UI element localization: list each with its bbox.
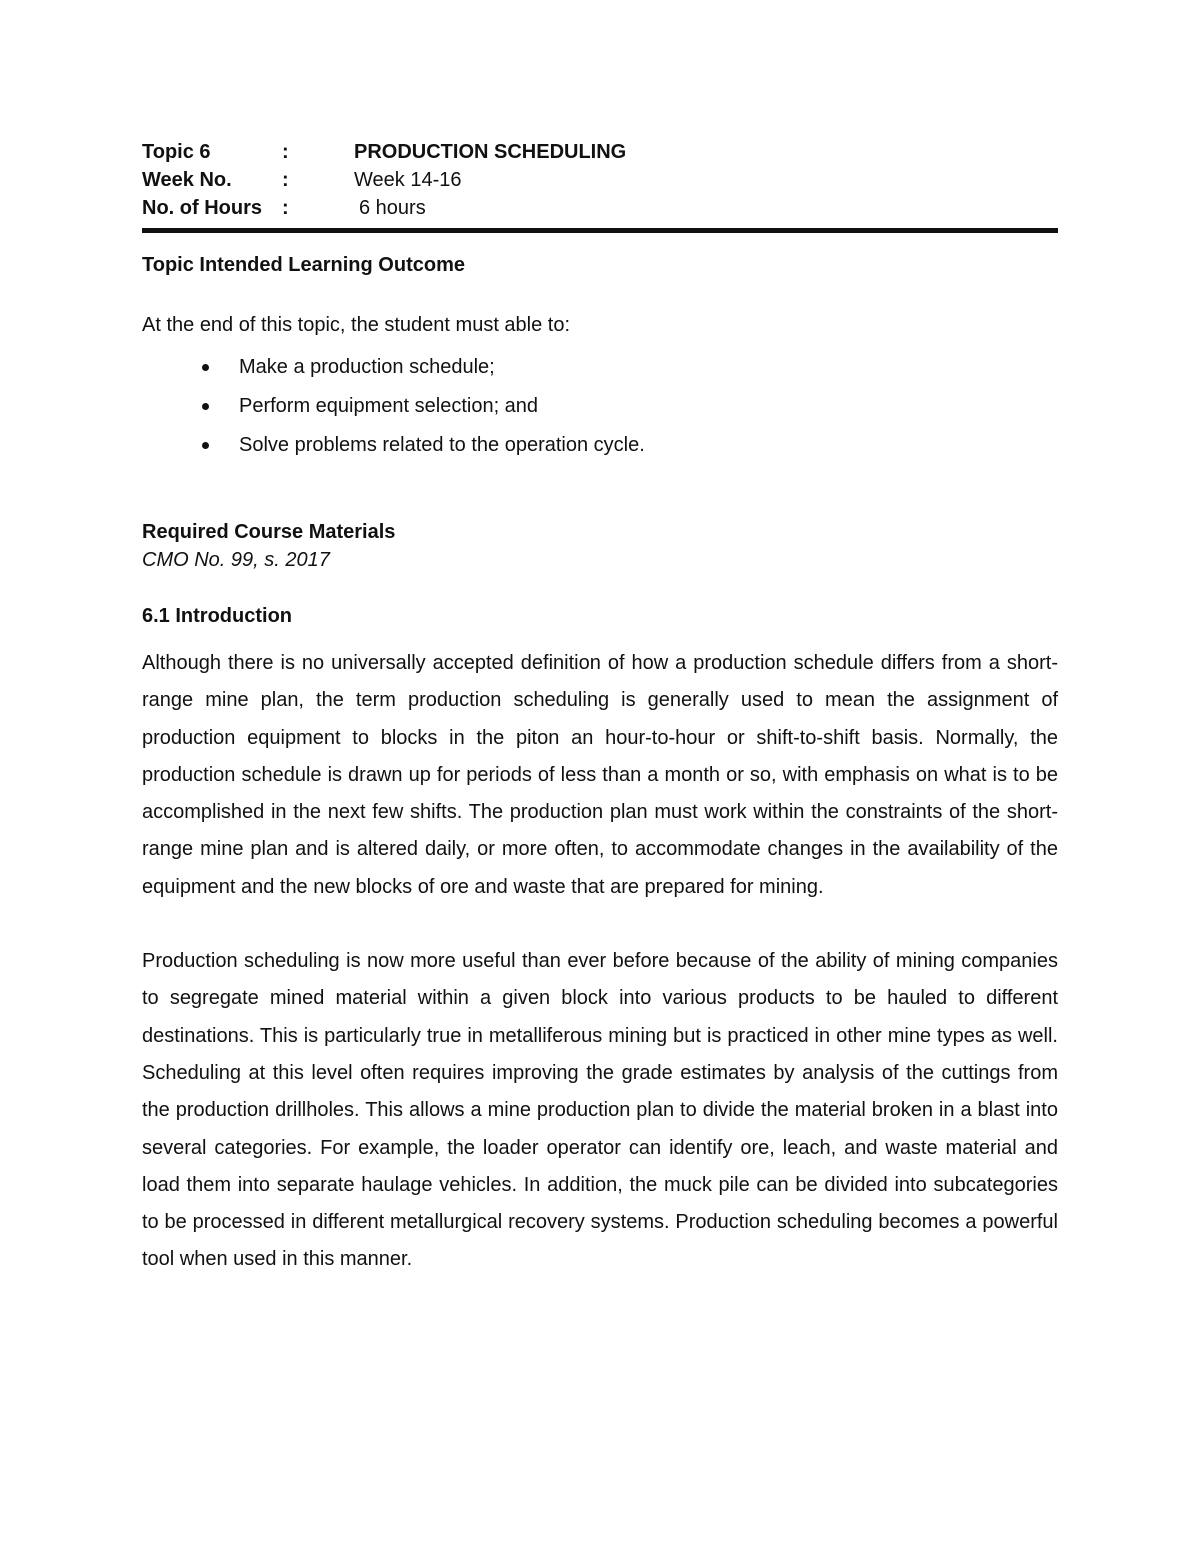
header-row-topic — [142, 138, 1058, 166]
bullet-icon — [202, 442, 209, 449]
topic-title: PRODUCTION SCHEDULING — [354, 141, 627, 163]
header-label: No. of Hours — [142, 197, 262, 219]
hours-value: 6 hours — [359, 197, 426, 219]
header-colon: : — [282, 141, 289, 163]
bullet-icon — [202, 403, 209, 410]
materials-heading: Required Course Materials — [142, 521, 396, 543]
topic-header — [142, 138, 1058, 233]
header-row-week — [142, 166, 1058, 194]
week-value: Week 14-16 — [354, 169, 462, 191]
header-colon: : — [282, 169, 289, 191]
intro-paragraph-1: Although there is no universally accepted definition of how a production schedule differs from a short-range mine plan, the term production scheduling is generally used to mean the assignment of production equipment to blocks in the piton an hour-to-hour or shift-to-shift basis. Normally, the production schedule is drawn up for periods of less than a month or so, with emphasis on what is to be accomplished in the next few shifts. The production plan must work within the constraints of the short-range mine plan and is altered daily, or more often, to accommodate changes in the availability of the equipment and the new blocks of ore and waste that are prepared for mining. — [142, 652, 1058, 898]
list-item — [142, 353, 1058, 381]
section-heading: 6.1 Introduction — [142, 605, 292, 627]
materials-reference: CMO No. 99, s. 2017 — [142, 549, 330, 571]
outcomes-list — [142, 353, 1058, 459]
list-item-text: Solve problems related to the operation cycle. — [239, 434, 645, 456]
list-item — [142, 431, 1058, 459]
list-item-text: Make a production schedule; — [239, 356, 495, 378]
intro-paragraph-2: Production scheduling is now more useful than ever before because of the ability of mining companies to segregate mined material within a given block into various products to be hauled to different destinations. This is particularly true in metalliferous mining but is practiced in other mine types as well. Scheduling at this level often requires improving the grade estimates by analysis of the cuttings from the production drillholes. This allows a mine production plan to divide the material broken in a blast into several categories. For example, the loader operator can identify ore, leach, and waste material and load them into separate haulage vehicles. In addition, the muck pile can be divided into subcategories to be processed in different metallurgical recovery systems. Production scheduling becomes a powerful tool when used in this manner. — [142, 950, 1058, 1271]
outcomes-heading: Topic Intended Learning Outcome — [142, 254, 465, 276]
header-row-hours — [142, 194, 1058, 222]
outcomes-lead: At the end of this topic, the student must able to: — [142, 314, 571, 336]
list-item — [142, 392, 1058, 420]
bullet-icon — [202, 364, 209, 371]
header-label: Week No. — [142, 169, 232, 191]
document-page — [142, 138, 1058, 1279]
header-colon: : — [282, 197, 289, 219]
header-label: Topic 6 — [142, 141, 211, 163]
list-item-text: Perform equipment selection; and — [239, 395, 539, 417]
